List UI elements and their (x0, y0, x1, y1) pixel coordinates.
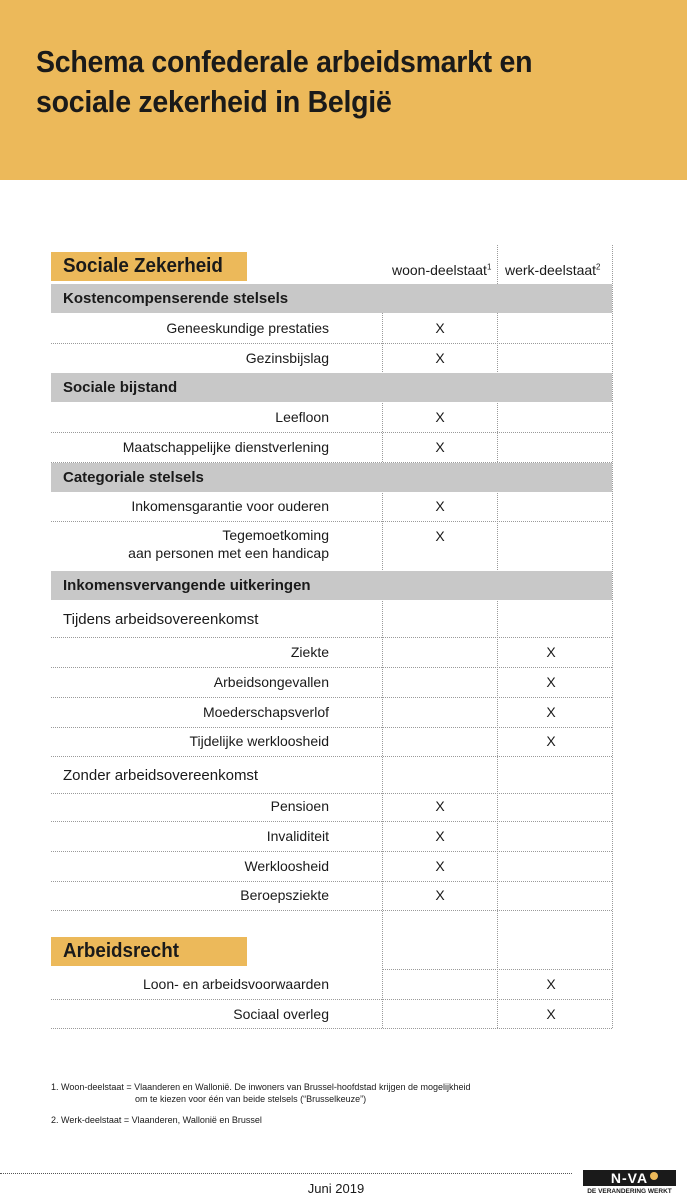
row-label: Sociaal overleg (233, 1006, 329, 1022)
logo-slogan: DE VERANDERING WERKT (587, 1188, 672, 1195)
table-row-ziekte (51, 638, 612, 668)
category-row-inkomensvervangende (51, 571, 612, 600)
table-row-invaliditeit (51, 822, 612, 852)
table-row-inkomensgarantie (51, 492, 612, 522)
woon-mark: X (435, 858, 445, 874)
table-row-moederschapsverlof (51, 698, 612, 728)
logo-text: N-VA (610, 1170, 649, 1186)
woon-mark: X (435, 409, 445, 425)
table-row-leefloon (51, 403, 612, 433)
category-label: Sociale bijstand (63, 379, 178, 396)
table-row-maatschappelijke (51, 433, 612, 463)
woon-mark: X (435, 798, 445, 814)
title-banner (0, 0, 687, 180)
table-row-tijdelijke-werkloosheid (51, 727, 612, 757)
row-label-line-2: aan personen met een handicap (128, 545, 329, 561)
woon-mark: X (435, 320, 445, 336)
row-label: Inkomensgarantie voor ouderen (131, 498, 329, 514)
logo-mark (583, 1170, 676, 1186)
table-row-pensioen (51, 792, 612, 822)
table-row-geneeskundige (51, 314, 612, 344)
row-label: Loon- en arbeidsvoorwaarden (142, 976, 329, 992)
category-label: Kostencompenserende stelsels (63, 290, 289, 307)
logo-dot (650, 1172, 658, 1180)
section-title: Arbeidsrecht (63, 940, 179, 962)
subgroup-label: Zonder arbeidsovereenkomst (63, 767, 259, 784)
table-row-tegemoetkoming (51, 522, 612, 571)
table-row-werkloosheid (51, 852, 612, 882)
category-row-kostencompenserende (51, 284, 612, 313)
row-label: Invaliditeit (266, 828, 329, 844)
party-logo (583, 1170, 676, 1196)
subgroup-row-tijdens (51, 601, 612, 638)
row-label: Geneeskundige prestaties (166, 320, 329, 336)
row-label: Tijdelijke werkloosheid (189, 733, 329, 749)
werk-mark: X (546, 644, 556, 660)
footnote-1-line-2: om te kiezen voor één van beide stelsels (“Brusselkeuze”) (135, 1094, 367, 1104)
footnote-2-text: 2. Werk-deelstaat = Vlaanderen, Wallonië en Brussel (51, 1115, 262, 1125)
werk-mark: X (546, 674, 556, 690)
row-label-line-1: Tegemoetkoming (222, 527, 329, 543)
woon-mark: X (435, 350, 445, 366)
row-label: Maatschappelijke dienstverlening (122, 439, 329, 455)
category-label: Inkomensvervangende uitkeringen (63, 577, 311, 594)
category-row-sociale-bijstand (51, 373, 612, 402)
row-label (128, 526, 329, 562)
table-row-overleg (51, 1000, 612, 1029)
woon-mark: X (435, 439, 445, 455)
row-label: Gezinsbijslag (245, 350, 329, 366)
table-row-arbeidsongevallen (51, 668, 612, 698)
row-label: Pensioen (270, 798, 329, 814)
footnote-1-line-1: 1. Woon-deelstaat = Vlaanderen en Wallonië. De inwoners van Brussel-hoofdstad krijgen de mogelijkheid (51, 1082, 471, 1092)
woon-mark: X (435, 528, 445, 544)
werk-mark: X (546, 1006, 556, 1022)
row-label: Beroepsziekte (240, 887, 329, 903)
footnote-ref-2: 2 (596, 262, 601, 272)
werk-mark: X (546, 704, 556, 720)
table-row-loon (51, 970, 612, 1000)
footer-divider (0, 1173, 572, 1174)
row-label: Arbeidsongevallen (213, 674, 329, 690)
footnote-2 (51, 1114, 262, 1126)
column-header-woon (392, 262, 491, 278)
subgroup-label: Tijdens arbeidsovereenkomst (63, 611, 259, 628)
row-label: Werkloosheid (244, 858, 329, 874)
section-header-sociale-zekerheid (51, 252, 247, 281)
woon-mark: X (435, 498, 445, 514)
woon-mark: X (435, 887, 445, 903)
column-header-werk-label: werk-deelstaat (505, 262, 597, 278)
footnote-1 (51, 1081, 471, 1105)
row-label: Moederschapsverlof (202, 704, 329, 720)
category-row-categoriale (51, 463, 612, 492)
row-label: Leefloon (275, 409, 329, 425)
publication-date: Juni 2019 (307, 1181, 365, 1196)
category-label: Categoriale stelsels (63, 469, 204, 486)
column-header-werk (505, 262, 601, 278)
section-title: Sociale Zekerheid (63, 255, 223, 277)
table-row-beroepsziekte (51, 881, 612, 911)
table-row-gezinsbijslag (51, 344, 612, 374)
row-label: Ziekte (290, 644, 329, 660)
woon-mark: X (435, 828, 445, 844)
spacer-row (382, 911, 612, 970)
page-title: Schema confederale arbeidsmarkt en sociale zekerheid in België (36, 44, 533, 119)
werk-mark: X (546, 733, 556, 749)
footnote-ref-1: 1 (486, 262, 492, 272)
subgroup-row-zonder (51, 757, 612, 794)
column-divider-3 (612, 245, 613, 1028)
column-header-woon-label: woon-deelstaat (392, 262, 487, 278)
werk-mark: X (546, 976, 556, 992)
section-header-arbeidsrecht (51, 937, 247, 966)
